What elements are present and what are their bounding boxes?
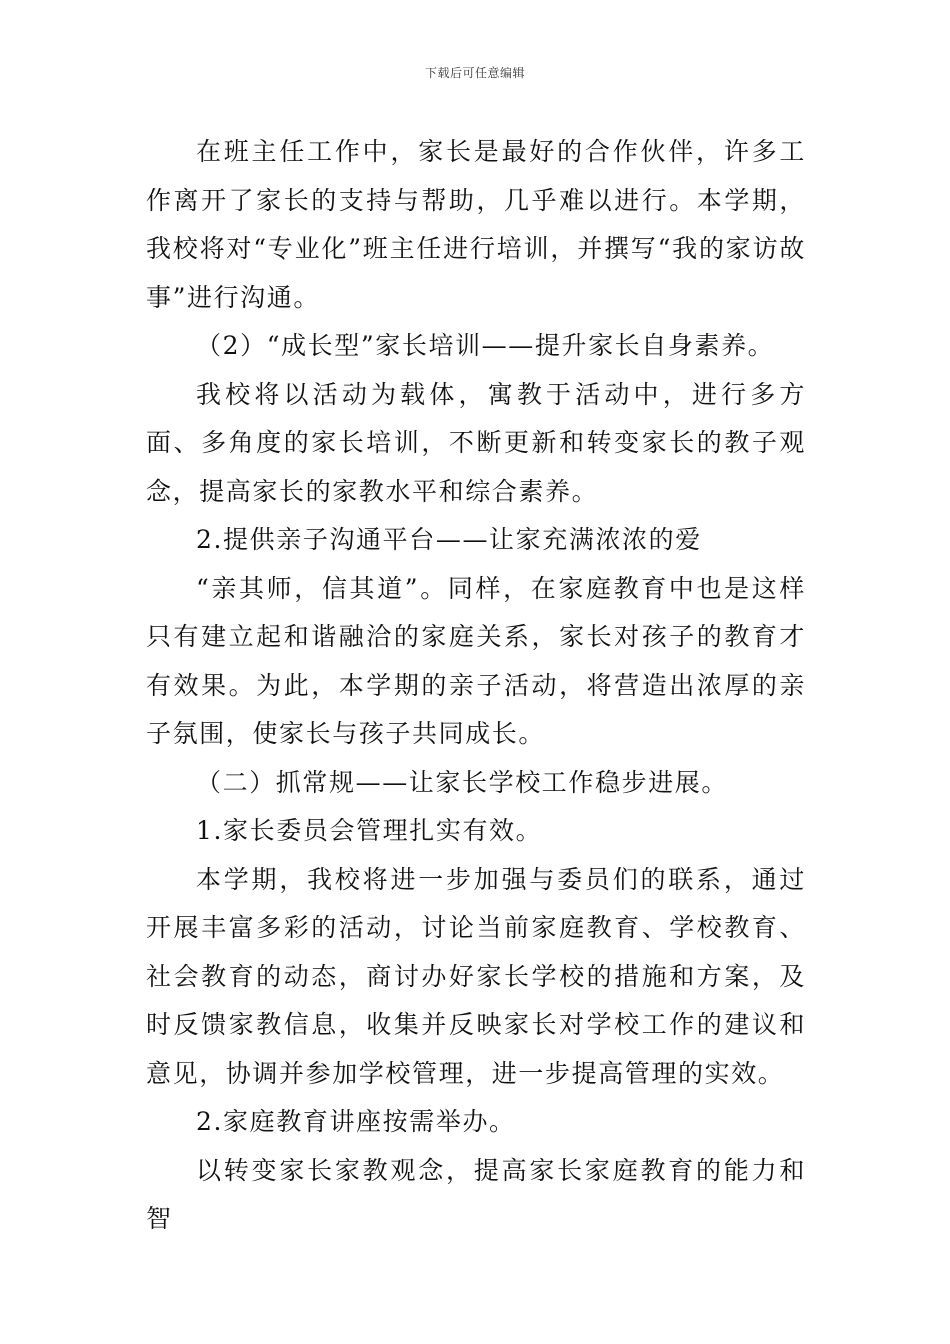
heading-parent-committee: 1.家长委员会管理扎实有效。 (196, 816, 543, 845)
paragraph-family-relationship: “亲其师，信其道”。同样，在家庭教育中也是这样只有建立起和谐融洽的家庭关系，家长对孩子的教育才有效果。为此，本学期的亲子活动，将营造出浓厚的亲子氛围，使家长与孩子共同成长。 (146, 573, 806, 748)
paragraph-teacher-cooperation: 在班主任工作中，家长是最好的合作伙伴，许多工作离开了家长的支持与帮助，几乎难以进行。本学期，我校将对“专业化”班主任进行培训，并撰写“我的家访故事”进行沟通。 (146, 137, 806, 312)
paragraph-committee-contact: 本学期，我校将进一步加强与委员们的联系，通过开展丰富多彩的活动，讨论当前家庭教育、学校教育、社会教育的动态，商讨办好家长学校的措施和方案，及时反馈家教信息，收集并反映家长对学校工作的建议和意见，协调并参加学校管理，进一步提高管理的实效。 (146, 864, 806, 1088)
heading-family-education-lectures: 2.家庭教育讲座按需举办。 (196, 1107, 516, 1136)
document-body (146, 128, 806, 1244)
heading-parent-child-platform: 2.提供亲子沟通平台——让家充满浓浓的爱 (196, 525, 702, 554)
paragraph-activity-training: 我校将以活动为载体，寓教于活动中，进行多方面、多角度的家长培训，不断更新和转变家长的教子观念，提高家长的家教水平和综合素养。 (146, 379, 806, 506)
heading-growth-parent-training: （2）“成长型”家长培训——提升家长自身素养。 (196, 331, 775, 360)
page-header: 下载后可任意编辑 (424, 66, 525, 80)
paragraph-lecture-intro: 以转变家长家教观念，提高家长家庭教育的能力和智 (146, 1155, 806, 1233)
heading-routine-work: （二）抓常规——让家长学校工作稳步进展。 (196, 767, 729, 797)
